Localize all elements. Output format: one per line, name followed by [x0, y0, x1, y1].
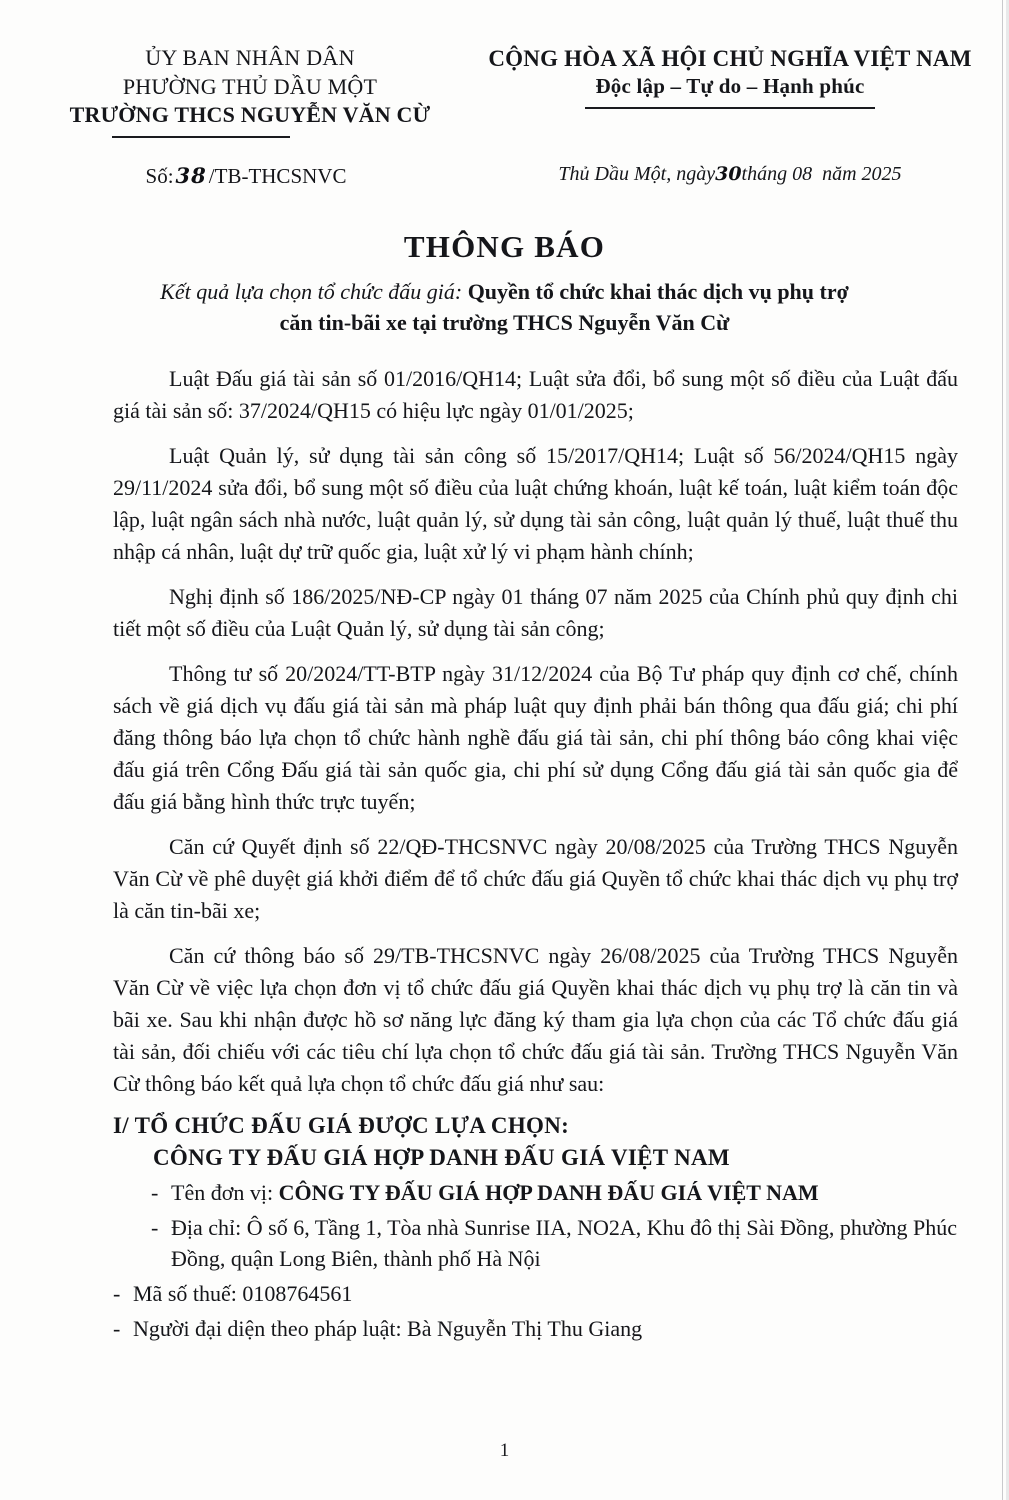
list-item-text — [171, 1177, 958, 1209]
authority-line-1: ỦY BAN NHÂN DÂN — [145, 45, 355, 70]
page-number: 1 — [499, 1440, 510, 1461]
document-meta-row — [0, 163, 1009, 189]
list-item — [113, 1278, 958, 1310]
header-right-divider — [585, 107, 875, 109]
list-item-text: Địa chỉ: Ô số 6, Tầng 1, Tòa nhà Sunrise IIA, NO2A, Khu đô thị Sài Đồng, phường Phúc Đồng, quận Long Biên, thành phố Hà Nội — [171, 1214, 957, 1272]
document-number-handwritten-value: 38 — [175, 163, 207, 188]
page-title: THÔNG BÁO — [403, 229, 606, 264]
document-number-label: Số: — [145, 164, 174, 188]
list-item — [113, 1313, 958, 1345]
list-item — [151, 1212, 958, 1275]
subtitle-bold-part-2: căn tin-bãi xe tại trường THCS Nguyễn Văn Cừ — [279, 310, 730, 336]
document-number — [0, 163, 470, 189]
subtitle-bold-part-1: Quyền tổ chức khai thác dịch vụ phụ trợ — [467, 279, 849, 305]
dash-bullet-icon: - — [113, 1315, 121, 1341]
legal-basis-paragraph: Nghị định số 186/2025/NĐ-CP ngày 01 tháng 07 năm 2025 của Chính phủ quy định chi tiết một số điều của Luật Quản lý, sử dụng tài sản công; — [113, 584, 958, 641]
header-issuing-authority — [0, 44, 470, 138]
selected-organization-name: CÔNG TY ĐẤU GIÁ HỢP DANH ĐẤU GIÁ VIỆT NAM — [153, 1145, 730, 1170]
dash-bullet-icon: - — [151, 1214, 159, 1240]
national-motto: Độc lập – Tự do – Hạnh phúc — [595, 74, 865, 99]
legal-basis-paragraph: Luật Đấu giá tài sản số 01/2016/QH14; Luật sửa đổi, bổ sung một số điều của Luật đấu giá tài sản số: 37/2024/QH15 có hiệu lực ngày 01/01/2025; — [113, 366, 958, 423]
document-number-suffix: /TB-THCSNVC — [208, 164, 347, 188]
document-date — [470, 163, 990, 189]
document-header — [0, 44, 1009, 138]
national-title: CỘNG HÒA XÃ HỘI CHỦ NGHĨA VIỆT NAM — [488, 46, 972, 71]
document-year: năm 2025 — [822, 163, 902, 185]
list-item-text: Người đại diện theo pháp luật: Bà Nguyễn Thị Thu Giang — [133, 1315, 643, 1341]
document-place-label: Thủ Dầu Một, ngày — [558, 163, 716, 185]
subtitle-italic-part: Kết quả lựa chọn tổ chức đấu giá: — [160, 279, 463, 305]
section-heading-selected-organization: I/ TỔ CHỨC ĐẤU GIÁ ĐƯỢC LỰA CHỌN: — [113, 1113, 570, 1138]
legal-basis-paragraph: Thông tư số 20/2024/TT-BTP ngày 31/12/2024 của Bộ Tư pháp quy định cơ chế, chính sách về giá dịch vụ đấu giá tài sản mà pháp luật quy định phải bán thông qua đấu giá; chi phí đăng thông báo lựa chọn tổ chức hành nghề đấu giá tài sản, chi phí thông báo công khai việc đấu giá trên Cổng Đấu giá tài sản quốc gia, chi phí sử dụng Cổng đấu giá tài sản quốc gia để đấu giá bằng hình thức trực tuyến; — [113, 661, 958, 814]
title-block — [0, 228, 1009, 339]
legal-basis-paragraph: Căn cứ thông báo số 29/TB-THCSNVC ngày 26/08/2025 của Trường THCS Nguyễn Văn Cừ về việc lựa chọn đơn vị tổ chức đấu giá Quyền khai thác dịch vụ phụ trợ là căn tin và bãi xe. Sau khi nhận được hồ sơ năng lực đăng ký tham gia lựa chọn của các Tổ chức đấu giá tài sản, đối chiếu với các tiêu chí lựa chọn tổ chức đấu giá tài sản. Trường THCS Nguyễn Văn Cừ thông báo kết quả lựa chọn tổ chức đấu giá như sau: — [113, 943, 958, 1096]
list-item-label: Tên đơn vị: — [171, 1180, 279, 1205]
header-left-divider — [112, 136, 290, 138]
legal-basis-paragraph: Luật Quản lý, sử dụng tài sản công số 15/2017/QH14; Luật số 56/2024/QH15 ngày 29/11/2024 sửa đổi, bổ sung một số điều của luật chứng khoán, luật kế toán, luật kiểm toán độc lập, luật ngân sách nhà nước, luật quản lý, sử dụng tài sản công, luật quản lý thuế, luật thuế thu nhập cá nhân, luật dự trữ quốc gia, luật xử lý vi phạm hành chính; — [113, 443, 958, 564]
scan-edge-line — [1002, 0, 1003, 1500]
header-national-heading — [470, 44, 990, 109]
authority-school-name: TRƯỜNG THCS NGUYỄN VĂN CỪ — [69, 102, 431, 128]
dash-bullet-icon: - — [113, 1281, 121, 1307]
list-item-value: CÔNG TY ĐẤU GIÁ HỢP DANH ĐẤU GIÁ VIỆT NAM — [278, 1180, 819, 1205]
list-item-text: Mã số thuế: 0108764561 — [133, 1281, 353, 1307]
authority-line-2: PHƯỜNG THỦ DẦU MỘT — [122, 73, 378, 99]
document-day-handwritten: 30 — [715, 163, 742, 185]
document-month: tháng 08 — [741, 163, 813, 185]
document-body — [113, 363, 958, 1347]
document-subtitle — [0, 276, 1009, 338]
dash-bullet-icon: - — [151, 1180, 159, 1205]
legal-basis-paragraph: Căn cứ Quyết định số 22/QĐ-THCSNVC ngày 20/08/2025 của Trường THCS Nguyễn Văn Cừ về phê duyệt giá khởi điểm để tổ chức đấu giá Quyền tổ chức khai thác dịch vụ phụ trợ là căn tin-bãi xe; — [113, 834, 958, 923]
list-item — [151, 1177, 958, 1209]
